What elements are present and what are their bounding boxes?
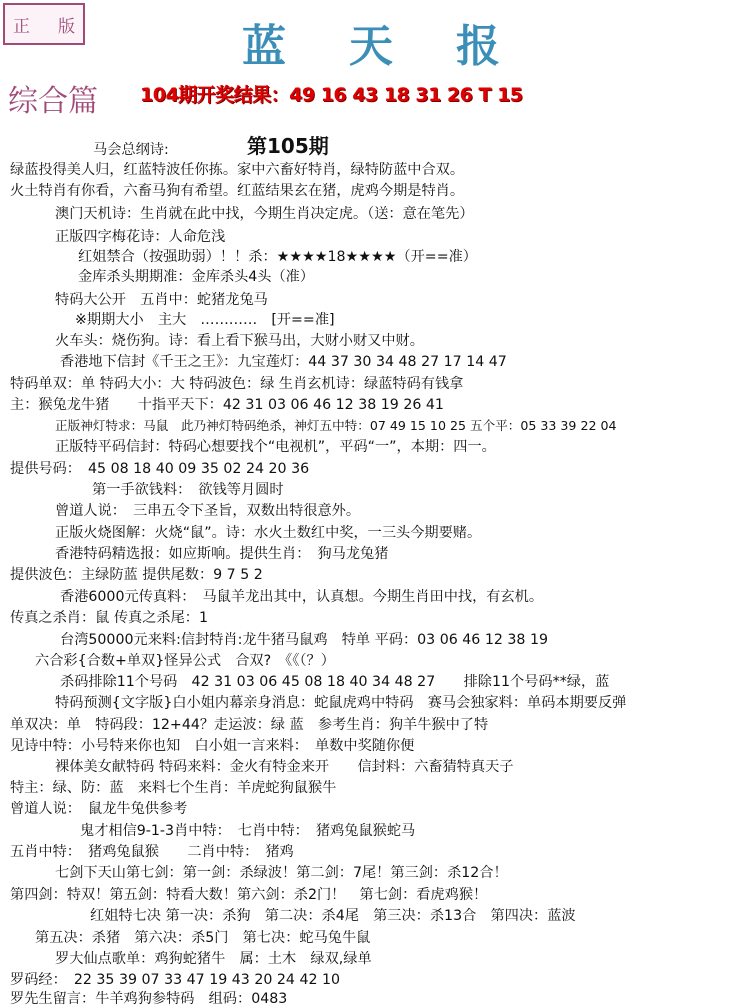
content-line: 台湾50000元来料:信封特肖:龙牛猪马鼠鸡 特单 平码：03 06 46 12 38 19 — [60, 632, 549, 648]
content-line: 五肖中特： 猪鸡兔鼠猴 二肖中特： 猪鸡 — [10, 844, 294, 860]
issue-number: 第105期 — [247, 134, 329, 158]
content-line: 提供波色：主绿防蓝 提供尾数：9 7 5 2 — [10, 567, 263, 583]
content-line: 红姐禁合（按强助弱）！！杀：★★★★18★★★★（开==准） — [78, 249, 477, 265]
content-line: 罗码经： 22 35 39 07 33 47 19 43 20 24 42 10 — [10, 972, 341, 988]
content-line: 提供号码： 45 08 18 40 09 35 02 24 20 36 — [10, 461, 310, 477]
content-line: 特码预测{文字版}白小姐内幕亲身消息：蛇鼠虎鸡中特码 赛马会独家料：单码本期要反弹 — [55, 695, 627, 711]
content-line: 第一手欲钱料： 欲钱等月圆时 — [92, 482, 284, 498]
content-line: 杀码排除11个号码 42 31 03 06 45 08 18 40 34 48 27 排除11个号码**绿，蓝 — [60, 674, 610, 690]
content-line: 罗大仙点歌单：鸡狗蛇猪牛 属：土木 绿双,绿单 — [55, 951, 372, 967]
content-line: 马会总纲诗: — [93, 142, 169, 158]
masthead-char: 天 — [349, 21, 395, 72]
content-line: 正版四字梅花诗：人命危浅 — [55, 229, 226, 245]
content-line: 香港地下信封《千王之王》：九宝莲灯：44 37 30 34 48 27 17 14 47 — [60, 354, 507, 370]
content-line: 正版特平码信封：特码心想要找个“电视机”，平码“一”，本期：四一。 — [55, 439, 496, 455]
content-line: 第五决：杀猪 第六决：杀5门 第七决：蛇马兔牛鼠 — [35, 930, 371, 946]
content-line: 火土特肖有你看，六畜马狗有希望。红蓝结果玄在猪，虎鸡今期是特肖。 — [10, 183, 465, 199]
badge-char: 正 — [13, 16, 30, 37]
content-line: 香港6000元传真料： 马鼠羊龙出其中，认真想。今期生肖田中找，有玄机。 — [60, 589, 544, 605]
content-line: 第四剑：特双！第五剑：特看大数！第六剑：杀2门！ 第七剑：看虎鸡猴！ — [10, 887, 488, 903]
masthead-title — [242, 10, 502, 74]
content-line: 传真之杀肖：鼠 传真之杀尾：1 — [10, 610, 208, 626]
content-line: 主：猴兔龙牛猪 十指平天下：42 31 03 06 46 12 38 19 26 41 — [10, 397, 444, 413]
content-line: 正版火烧图解：火烧“鼠”。诗：水火土数红中奖，一三头今期要赌。 — [55, 525, 482, 541]
draw-result-banner: 104期开奖结果：49 16 43 18 31 26 T 15 — [140, 84, 523, 106]
content-line: 裸体美女献特码 特码来料：金火有特金来开 信封料：六畜猜特真天子 — [55, 759, 514, 775]
content-line: 见诗中特：小号特来你也知 白小姐一言来料： 单数中奖随你便 — [10, 738, 415, 754]
section-title: 综合篇 — [8, 84, 98, 119]
content-line: 六合彩{合数+单双}怪异公式 合双? 《《（？） — [35, 653, 335, 669]
content-line: 七剑下天山第七剑：第一剑：杀绿波！第二剑：7尾！第三剑：杀12合！ — [55, 865, 508, 881]
content-line: 特主：绿、防：蓝 来料七个生肖：羊虎蛇狗鼠猴牛 — [10, 780, 337, 796]
masthead-char: 报 — [456, 21, 502, 72]
content-line: 罗先生留言：牛羊鸡狗参特码 组码：0483 — [10, 991, 288, 1007]
masthead-char: 蓝 — [242, 21, 288, 72]
content-line: 火车头：烧伤狗。诗：看上看下猴马出，大财小财又中财。 — [55, 333, 424, 349]
content-line: 鬼才相信9-1-3肖中特： 七肖中特： 猪鸡兔鼠猴蛇马 — [80, 823, 416, 839]
content-line: 澳门天机诗：生肖就在此中找，今期生肖决定虎。（送：意在笔先） — [55, 206, 474, 222]
content-line: 金库杀头期期准：金库杀头4头（准） — [78, 269, 315, 285]
badge-char: 版 — [58, 16, 75, 37]
content-line: ※期期大小 主大 ………… [开==准] — [75, 312, 335, 328]
content-line: 绿蓝投得美人归，红蓝特波任你拣。家中六畜好特肖，绿特防蓝中合双。 — [10, 162, 465, 178]
content-line: 特码单双：单 特码大小：大 特码波色：绿 生肖玄机诗：绿蓝特码有钱拿 — [10, 376, 464, 392]
content-line: 曾道人说： 三串五令下圣旨，双数出特很意外。 — [55, 503, 361, 519]
edition-badge — [3, 3, 85, 45]
content-line: 曾道人说： 鼠龙牛兔供参考 — [10, 801, 188, 817]
content-line: 香港特码精选报：如应斯响。提供生肖： 狗马龙兔猪 — [55, 546, 389, 562]
content-line: 单双决：单 特码段：12+44？走运波：绿 蓝 参考生肖：狗羊牛猴中了特 — [10, 717, 489, 733]
content-line: 特码大公开 五肖中：蛇猪龙兔马 — [55, 292, 268, 308]
content-line: 正版神灯特求：马鼠 此乃神灯特码绝杀，神灯五中特：07 49 15 10 25 五个平：05 33 39 22 04 — [55, 418, 617, 433]
content-line: 红姐特七决 第一决：杀狗 第二决：杀4尾 第三决：杀13合 第四决：蓝波 — [90, 908, 576, 924]
